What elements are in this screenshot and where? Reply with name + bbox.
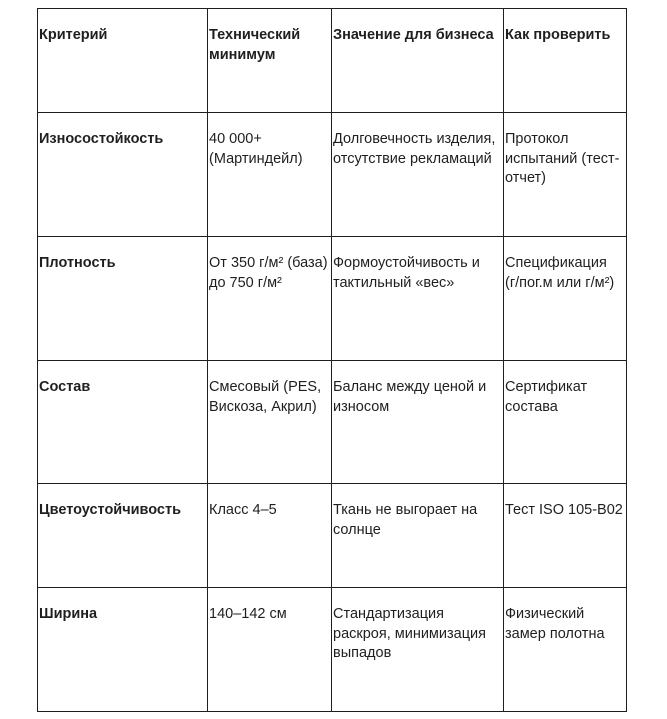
table-row [38, 484, 627, 588]
cell-how-to-verify: Спецификация (г/пог.м или г/м²) [504, 237, 627, 361]
cell-business-value: Стандартизация раскроя, минимизация выпадов [332, 588, 504, 712]
cell-how-to-verify: Протокол испытаний (тест-отчет) [504, 113, 627, 237]
cell-business-value: Ткань не выгорает на солнце [332, 484, 504, 588]
cell-criterion: Цветоустойчивость [38, 484, 208, 588]
cell-how-to-verify: Физический замер полотна [504, 588, 627, 712]
table-row [38, 588, 627, 712]
cell-technical-minimum: 140–142 см [208, 588, 332, 712]
cell-criterion: Состав [38, 361, 208, 484]
header-business-value: Значение для бизнеса [332, 9, 504, 113]
cell-criterion: Износостойкость [38, 113, 208, 237]
table-row [38, 361, 627, 484]
table-row [38, 237, 627, 361]
cell-technical-minimum: От 350 г/м² (база) до 750 г/м² [208, 237, 332, 361]
cell-technical-minimum: Смесовый (PES, Вискоза, Акрил) [208, 361, 332, 484]
cell-criterion: Плотность [38, 237, 208, 361]
table-row [38, 113, 627, 237]
fabric-spec-table [37, 8, 627, 712]
header-how-to-verify: Как проверить [504, 9, 627, 113]
cell-how-to-verify: Сертификат состава [504, 361, 627, 484]
cell-technical-minimum: 40 000+ (Мартиндейл) [208, 113, 332, 237]
cell-technical-minimum: Класс 4–5 [208, 484, 332, 588]
cell-how-to-verify: Тест ISO 105-B02 [504, 484, 627, 588]
cell-business-value: Баланс между ценой и износом [332, 361, 504, 484]
cell-criterion: Ширина [38, 588, 208, 712]
header-technical-minimum: Технический минимум [208, 9, 332, 113]
table-header-row [38, 9, 627, 113]
header-criterion: Критерий [38, 9, 208, 113]
cell-business-value: Формоустойчивость и тактильный «вес» [332, 237, 504, 361]
cell-business-value: Долговечность изделия, отсутствие рекламаций [332, 113, 504, 237]
